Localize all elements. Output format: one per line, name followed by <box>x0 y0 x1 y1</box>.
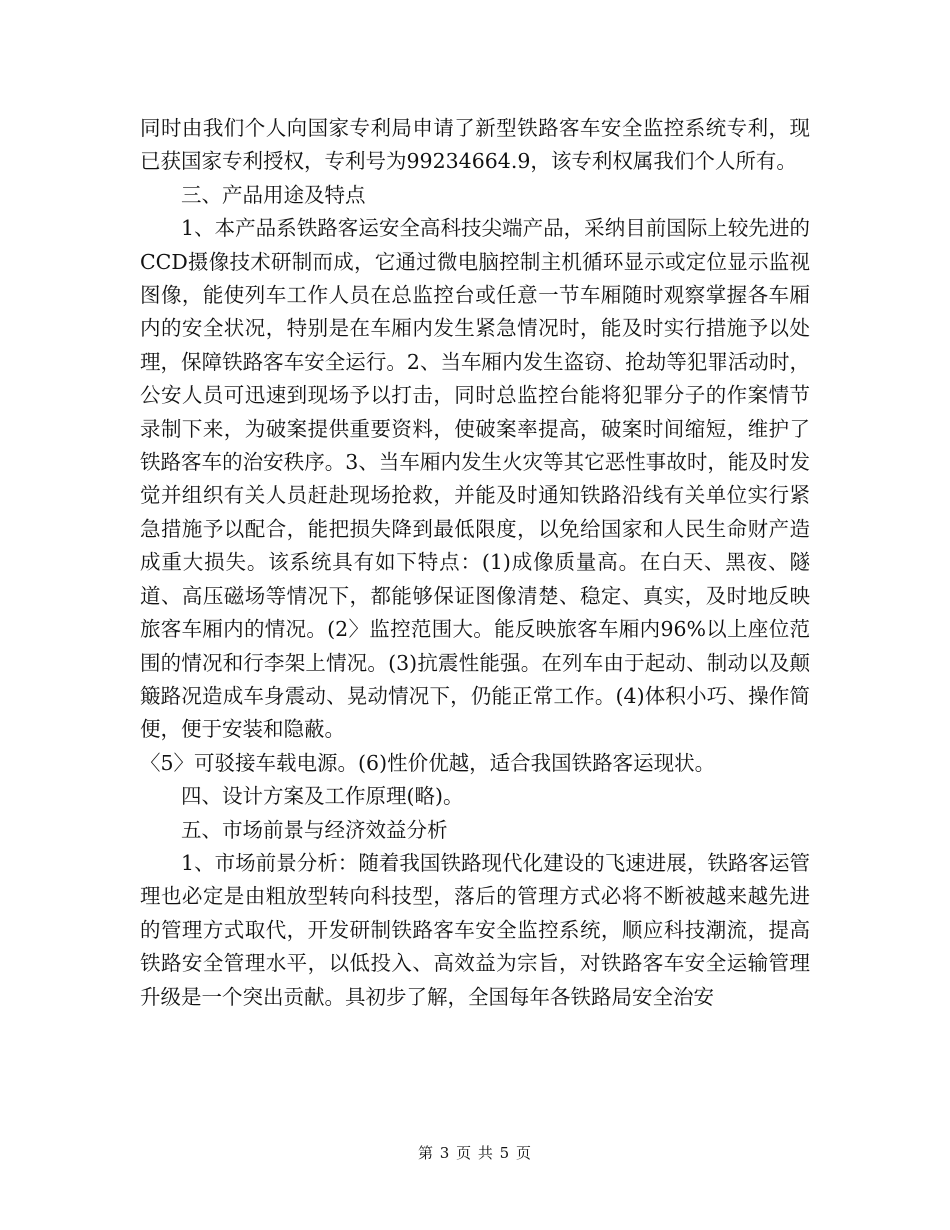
section-heading-uses: 三、产品用途及特点 <box>181 182 366 207</box>
document-body <box>140 112 810 1014</box>
paragraph-features-cont: 〈5〉可驳接车载电源。(6)性价优越，适合我国铁路客运现状。 <box>140 750 716 775</box>
page-number-footer: 第 3 页 共 5 页 <box>418 1144 532 1162</box>
paragraph-market-analysis: 1、市场前景分析：随着我国铁路现代化建设的飞速进展，铁路客运管理也必定是由粗放型转向科技型，落后的管理方式必将不断被越来越先进的管理方式取代，开发研制铁路客车安全监控系统，顺应科技潮流，提高铁路安全管理水平，以低投入、高效益为宗旨，对铁路客车安全运输管理升级是一个突出贡献。具初步了解，全国每年各铁路局安全治安 <box>140 850 810 1009</box>
section-heading-market: 五、市场前景与经济效益分析 <box>181 817 448 842</box>
section-heading-design: 四、设计方案及工作原理(略)。 <box>181 784 464 809</box>
paragraph-patent: 同时由我们个人向国家专利局申请了新型铁路客车安全监控系统专利，现已获国家专利授权，专利号为99234664.9，该专利权属我们个人所有。 <box>140 116 810 174</box>
paragraph-uses-features: 1、本产品系铁路客运安全高科技尖端产品，采纳目前国际上较先进的CCD摄像技术研制而成，它通过微电脑控制主机循环显示或定位显示监视图像，能使列车工作人员在总监控台或任意一节车厢随时观察掌握各车厢内的安全状况，特别是在车厢内发生紧急情况时，能及时实行措施予以处理，保障铁路客车安全运行。2、当车厢内发生盗窃、抢劫等犯罪活动时，公安人员可迅速到现场予以打击，同时总监控台能将犯罪分子的作案情节录制下来，为破案提供重要资料，使破案率提高，破案时间缩短，维护了铁路客车的治安秩序。3、当车厢内发生火灾等其它恶性事故时，能及时发觉并组织有关人员赶赴现场抢救，并能及时通知铁路沿线有关单位实行紧急措施予以配合，能把损失降到最低限度，以免给国家和人民生命财产造成重大损失。该系统具有如下特点：(1)成像质量高。在白天、黑夜、隧道、高压磁场等情况下，都能够保证图像清楚、稳定、真实，及时地反映旅客车厢内的情况。(2〉监控范围大。能反映旅客车厢内96%以上座位范围的情况和行李架上情况。(3)抗震性能强。在列车由于起动、制动以及颠簸路况造成车身震动、晃动情况下，仍能正常工作。(4)体积小巧、操作简便，便于安装和隐蔽。 <box>140 216 810 742</box>
